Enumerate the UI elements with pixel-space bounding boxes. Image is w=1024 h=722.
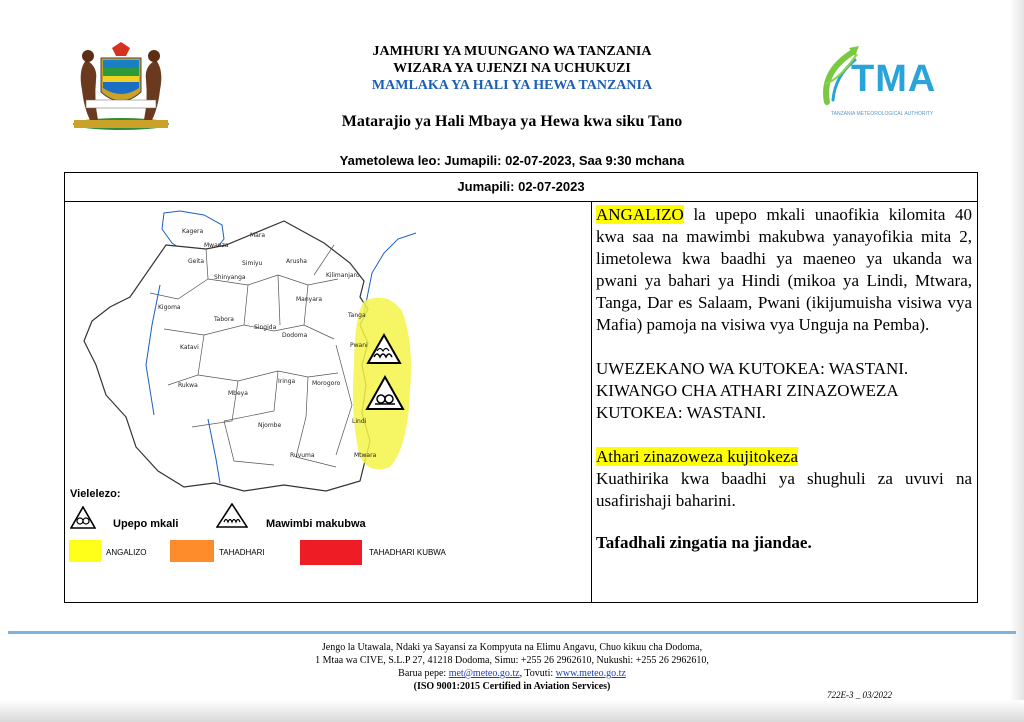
legend-major-warning-label: TAHADHARI KUBWA bbox=[369, 548, 446, 557]
footer-rule bbox=[8, 631, 1016, 634]
footer-web-prefix: , Tovuti: bbox=[519, 668, 556, 679]
advisory-keyword: ANGALIZO bbox=[596, 205, 684, 224]
impacts-heading-line bbox=[596, 446, 972, 468]
footer-address-2: 1 Mtaa wa CIVE, S.L.P 27, 41218 Dodoma, Simu: +255 26 2962610, Nukushi: +255 26 2962610, bbox=[315, 655, 709, 666]
footer-address-1: Jengo la Utawala, Ndaki ya Sayansi za Kompyuta na Elimu Angavu, Chuo kikuu cha Dodoma, bbox=[321, 642, 703, 653]
table-column-divider bbox=[591, 201, 592, 603]
region-label-kilimanjaro: Kilimanjaro bbox=[326, 272, 360, 279]
legend-waves-label: Mawimbi makubwa bbox=[266, 518, 366, 530]
tanzania-map bbox=[64, 205, 590, 495]
region-label-njombe: Njombe bbox=[258, 422, 282, 429]
region-label-shinyanga: Shinyanga bbox=[214, 274, 246, 281]
region-label-manyara: Manyara bbox=[296, 296, 323, 303]
region-label-mara: Mara bbox=[250, 232, 265, 239]
region-label-tabora: Tabora bbox=[214, 316, 234, 323]
table-date-row: Jumapili: 02-07-2023 bbox=[65, 173, 977, 202]
advisory-body: la upepo mkali unaofikia kilomita 40 kwa saa na mawimbi makubwa yanayofikia mita 2, limetolewa kwa baadhi ya maeneo ya ukanda wa pwani ya bahari ya Hindi (mikoa ya Lindi, Mtwara, Tanga, Dar es Salaam, Pwani (ikijumuisha visiwa vya Mafia) pamoja na visiwa vya Unguja na Pemba). bbox=[596, 205, 972, 334]
page-edge-shadow bbox=[1010, 0, 1024, 722]
legend-warning-label: TAHADHARI bbox=[219, 548, 265, 557]
legend-major-warning-swatch bbox=[300, 540, 362, 565]
region-label-lindi: Lindi bbox=[352, 418, 367, 425]
legend-waves-icon bbox=[216, 503, 248, 529]
advisory-paragraph bbox=[596, 204, 972, 336]
footer-web-link[interactable]: www.meteo.go.tz bbox=[555, 668, 626, 679]
region-label-simiyu: Simiyu bbox=[242, 260, 263, 267]
region-label-mbeya: Mbeya bbox=[228, 390, 248, 397]
impacts-heading: Athari zinazoweza kujitokeza bbox=[596, 447, 799, 466]
footer-email-link[interactable]: met@meteo.go.tz bbox=[448, 668, 520, 679]
legend-title: Vielelezo: bbox=[70, 488, 121, 500]
advisory-text-block bbox=[596, 204, 972, 554]
region-label-iringa: Iringa bbox=[278, 378, 296, 385]
footer-contact bbox=[0, 667, 1024, 680]
region-label-rukwa: Rukwa bbox=[178, 382, 198, 389]
legend-advisory-swatch bbox=[69, 540, 101, 562]
legend-warning-swatch bbox=[170, 540, 214, 562]
tma-subtext: TANZANIA METEOROLOGICAL AUTHORITY bbox=[831, 111, 934, 117]
likelihood-line: UWEZEKANO WA KUTOKEA: WASTANI. bbox=[596, 359, 909, 378]
region-label-pwani: Pwani bbox=[350, 342, 368, 349]
tma-logo bbox=[815, 40, 955, 125]
region-label-katavi: Katavi bbox=[180, 344, 199, 351]
tma-letters: TMA bbox=[851, 58, 937, 100]
region-label-geita: Geita bbox=[188, 258, 205, 265]
region-label-singida: Singida bbox=[254, 324, 277, 331]
region-label-tanga: Tanga bbox=[348, 312, 366, 319]
header-ministry: WIZARA YA UJENZI NA UCHUKUZI bbox=[393, 61, 631, 76]
header-republic: JAMHURI YA MUUNGANO WA TANZANIA bbox=[372, 44, 652, 59]
region-label-kagera: Kagera bbox=[182, 228, 204, 235]
region-label-arusha: Arusha bbox=[286, 258, 307, 265]
region-label-mtwara: Mtwara bbox=[354, 452, 377, 459]
header-authority: MAMLAKA YA HALI YA HEWA TANZANIA bbox=[371, 78, 653, 93]
region-label-dodoma: Dodoma bbox=[282, 332, 308, 339]
footer-email-prefix: Barua pepe: bbox=[398, 668, 449, 679]
region-label-mwanza: Mwanza bbox=[204, 242, 229, 249]
footer-iso: (ISO 9001:2015 Certified in Aviation Services) bbox=[413, 681, 611, 692]
closing-note: Tafadhali zingatia na jiandae. bbox=[596, 533, 812, 552]
region-label-morogoro: Morogoro bbox=[312, 380, 341, 387]
country-outline bbox=[84, 221, 370, 491]
region-label-ruvuma: Ruvuma bbox=[290, 452, 315, 459]
issued-line: Yametolewa leo: Jumapili: 02-07-2023, Saa 9:30 mchana bbox=[339, 153, 685, 168]
document-code: 722E-3 _ 03/2022 bbox=[827, 690, 892, 700]
legend-advisory-label: ANGALIZO bbox=[106, 548, 147, 557]
region-label-kigoma: Kigoma bbox=[158, 304, 181, 311]
page-bottom-shadow bbox=[0, 700, 1024, 722]
document-title: Matarajio ya Hali Mbaya ya Hewa kwa siku Tano bbox=[341, 113, 683, 130]
legend-wind-label: Upepo mkali bbox=[113, 518, 179, 530]
impact-level-line: KIWANGO CHA ATHARI ZINAZOWEZA KUTOKEA: WASTANI. bbox=[596, 381, 898, 422]
legend-wind-icon bbox=[70, 506, 96, 530]
impacts-body: Kuathirika kwa baadhi ya shughuli za uvuvi na usafirishaji baharini. bbox=[596, 469, 972, 510]
